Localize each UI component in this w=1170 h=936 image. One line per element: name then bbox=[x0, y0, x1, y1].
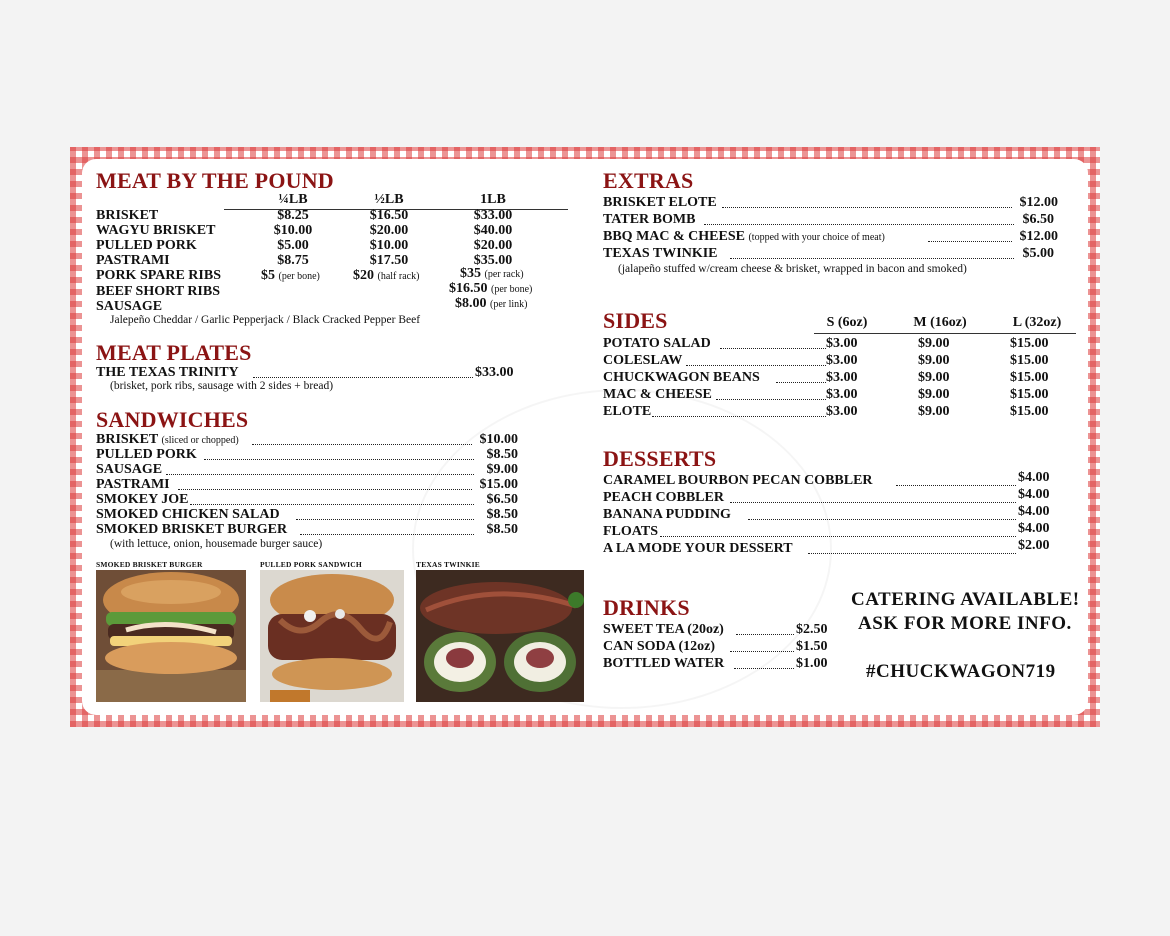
price-full: $35.00 bbox=[473, 253, 513, 268]
sandwich-name: PASTRAMI bbox=[96, 477, 170, 492]
meat-name: WAGYU BRISKET bbox=[96, 223, 216, 238]
plate-name: THE TEXAS TRINITY bbox=[96, 365, 239, 380]
header-large: L (32oz) bbox=[1012, 315, 1062, 330]
dot-leader bbox=[300, 534, 474, 535]
side-price-small: $3.00 bbox=[826, 404, 858, 419]
extra-price: $12.00 bbox=[1019, 195, 1058, 210]
sandwich-price: $6.50 bbox=[486, 492, 518, 507]
photo-caption: SMOKED BRISKET BURGER bbox=[96, 560, 203, 569]
drink-name: BOTTLED WATER bbox=[603, 656, 725, 671]
price-full: $33.00 bbox=[473, 208, 513, 223]
dot-leader bbox=[686, 365, 826, 366]
dot-leader bbox=[190, 504, 474, 505]
side-price-large: $15.00 bbox=[1010, 387, 1049, 402]
side-price-small: $3.00 bbox=[826, 370, 858, 385]
dot-leader bbox=[253, 377, 473, 378]
drink-name: SWEET TEA (20oz) bbox=[603, 622, 724, 637]
dot-leader bbox=[704, 224, 1014, 225]
drink-price: $1.50 bbox=[796, 639, 828, 654]
side-price-medium: $9.00 bbox=[918, 387, 950, 402]
price-quarter: $10.00 bbox=[273, 223, 313, 238]
side-price-small: $3.00 bbox=[826, 336, 858, 351]
side-price-medium: $9.00 bbox=[918, 353, 950, 368]
side-name: MAC & CHEESE bbox=[603, 387, 712, 402]
extra-price: $6.50 bbox=[1022, 212, 1054, 227]
dessert-name: PEACH COBBLER bbox=[603, 490, 724, 505]
price-half: $20.00 bbox=[369, 223, 409, 238]
sandwich-price: $15.00 bbox=[479, 477, 518, 492]
sandwich-price: $8.50 bbox=[486, 507, 518, 522]
price-full: $16.50 (per bone) bbox=[449, 281, 533, 296]
plate-note: (brisket, pork ribs, sausage with 2 sides + bread) bbox=[110, 380, 334, 392]
header-quarter-lb: ¼LB bbox=[278, 192, 308, 207]
dot-leader bbox=[178, 489, 472, 490]
dot-leader bbox=[720, 348, 826, 349]
price-half: $16.50 bbox=[369, 208, 409, 223]
photo-caption: TEXAS TWINKIE bbox=[416, 560, 480, 569]
meat-name: PULLED PORK bbox=[96, 238, 197, 253]
sides-heading: SIDES bbox=[603, 308, 668, 333]
side-price-medium: $9.00 bbox=[918, 336, 950, 351]
desserts-heading: DESSERTS bbox=[603, 446, 717, 471]
price-full: $20.00 bbox=[473, 238, 513, 253]
price-full: $40.00 bbox=[473, 223, 513, 238]
extra-name: TEXAS TWINKIE bbox=[603, 246, 718, 261]
side-price-medium: $9.00 bbox=[918, 370, 950, 385]
dessert-name: FLOATS bbox=[603, 524, 658, 539]
price-quarter: $5.00 bbox=[277, 238, 309, 253]
drinks-heading: DRINKS bbox=[603, 595, 690, 620]
dot-leader bbox=[730, 502, 1016, 503]
price-half: $17.50 bbox=[369, 253, 409, 268]
side-price-small: $3.00 bbox=[826, 353, 858, 368]
meat-name: BRISKET bbox=[96, 208, 159, 223]
header-one-lb: 1LB bbox=[480, 192, 506, 207]
sandwich-name: BRISKET (sliced or chopped) bbox=[96, 432, 239, 447]
pulled-pork-photo bbox=[260, 570, 404, 702]
extra-name: BBQ MAC & CHEESE (topped with your choice of meat) bbox=[603, 229, 885, 244]
side-price-large: $15.00 bbox=[1010, 336, 1049, 351]
price-quarter: $8.75 bbox=[277, 253, 309, 268]
price-full: $35 (per rack) bbox=[460, 266, 524, 281]
meat-name: BEEF SHORT RIBS bbox=[96, 284, 220, 299]
dot-leader bbox=[808, 553, 1016, 554]
price-full: $8.00 (per link) bbox=[455, 296, 528, 311]
sandwich-price: $10.00 bbox=[479, 432, 518, 447]
price-quarter: $5 (per bone) bbox=[261, 268, 320, 283]
hashtag: #CHUCKWAGON719 bbox=[866, 661, 1056, 682]
burger-note: (with lettuce, onion, housemade burger sauce) bbox=[110, 538, 323, 550]
dot-leader bbox=[896, 485, 1016, 486]
drink-price: $1.00 bbox=[796, 656, 828, 671]
extras-heading: EXTRAS bbox=[603, 168, 694, 193]
dot-leader bbox=[736, 634, 794, 635]
side-name: COLESLAW bbox=[603, 353, 683, 368]
price-quarter: $8.25 bbox=[277, 208, 309, 223]
extra-price: $5.00 bbox=[1022, 246, 1054, 261]
side-price-large: $15.00 bbox=[1010, 353, 1049, 368]
dot-leader bbox=[776, 382, 826, 383]
dessert-name: BANANA PUDDING bbox=[603, 507, 731, 522]
sides-rule bbox=[814, 333, 1076, 334]
dot-leader bbox=[928, 241, 1012, 242]
dot-leader bbox=[730, 258, 1014, 259]
dot-leader bbox=[296, 519, 474, 520]
dot-leader bbox=[730, 651, 794, 652]
sandwich-name: SAUSAGE bbox=[96, 462, 163, 477]
sandwich-price: $8.50 bbox=[486, 522, 518, 537]
dot-leader bbox=[252, 444, 472, 445]
header-half-lb: ½LB bbox=[374, 192, 404, 207]
dessert-price: $4.00 bbox=[1018, 470, 1050, 485]
dot-leader bbox=[660, 536, 1016, 537]
dot-leader bbox=[204, 459, 474, 460]
sandwich-name: SMOKED CHICKEN SALAD bbox=[96, 507, 280, 522]
side-price-large: $15.00 bbox=[1010, 370, 1049, 385]
side-price-large: $15.00 bbox=[1010, 404, 1049, 419]
side-name: ELOTE bbox=[603, 404, 652, 419]
sausage-flavors: Jalepeño Cheddar / Garlic Pepperjack / Black Cracked Pepper Beef bbox=[110, 314, 421, 326]
brisket-burger-photo bbox=[96, 570, 246, 702]
side-price-medium: $9.00 bbox=[918, 404, 950, 419]
twinkie-note: (jalapeño stuffed w/cream cheese & brisket, wrapped in bacon and smoked) bbox=[618, 263, 967, 275]
sandwich-name: SMOKEY JOE bbox=[96, 492, 189, 507]
sandwiches-heading: SANDWICHES bbox=[96, 407, 249, 432]
extra-price: $12.00 bbox=[1019, 229, 1058, 244]
meat-name: SAUSAGE bbox=[96, 299, 163, 314]
sandwich-price: $9.00 bbox=[486, 462, 518, 477]
sandwich-name: PULLED PORK bbox=[96, 447, 197, 462]
dessert-name: CARAMEL BOURBON PECAN COBBLER bbox=[603, 473, 873, 488]
price-half: $10.00 bbox=[369, 238, 409, 253]
sandwich-price: $8.50 bbox=[486, 447, 518, 462]
catering-line-1: CATERING AVAILABLE! bbox=[851, 589, 1080, 610]
extra-name: BRISKET ELOTE bbox=[603, 195, 717, 210]
dot-leader bbox=[652, 416, 826, 417]
price-half: $20 (half rack) bbox=[353, 268, 420, 283]
meat-name: PORK SPARE RIBS bbox=[96, 268, 221, 283]
extra-name: TATER BOMB bbox=[603, 212, 696, 227]
side-name: CHUCKWAGON BEANS bbox=[603, 370, 760, 385]
meat-by-pound-heading: MEAT BY THE POUND bbox=[96, 168, 334, 193]
side-name: POTATO SALAD bbox=[603, 336, 711, 351]
dessert-price: $2.00 bbox=[1018, 538, 1050, 553]
photo-caption: PULLED PORK SANDWICH bbox=[260, 560, 362, 569]
header-medium: M (16oz) bbox=[913, 315, 967, 330]
dessert-price: $4.00 bbox=[1018, 504, 1050, 519]
sandwich-name: SMOKED BRISKET BURGER bbox=[96, 522, 288, 537]
side-price-small: $3.00 bbox=[826, 387, 858, 402]
dot-leader bbox=[748, 519, 1016, 520]
dessert-name: A LA MODE YOUR DESSERT bbox=[603, 541, 793, 556]
catering-line-2: ASK FOR MORE INFO. bbox=[858, 613, 1072, 634]
dot-leader bbox=[722, 207, 1012, 208]
dot-leader bbox=[716, 399, 826, 400]
drink-price: $2.50 bbox=[796, 622, 828, 637]
dessert-price: $4.00 bbox=[1018, 521, 1050, 536]
drink-name: CAN SODA (12oz) bbox=[603, 639, 715, 654]
dessert-price: $4.00 bbox=[1018, 487, 1050, 502]
meat-plates-heading: MEAT PLATES bbox=[96, 340, 252, 365]
plate-price: $33.00 bbox=[475, 365, 514, 380]
header-small: S (6oz) bbox=[826, 315, 868, 330]
dot-leader bbox=[166, 474, 474, 475]
dot-leader bbox=[734, 668, 794, 669]
texas-twinkie-photo bbox=[416, 570, 584, 702]
meat-name: PASTRAMI bbox=[96, 253, 170, 268]
